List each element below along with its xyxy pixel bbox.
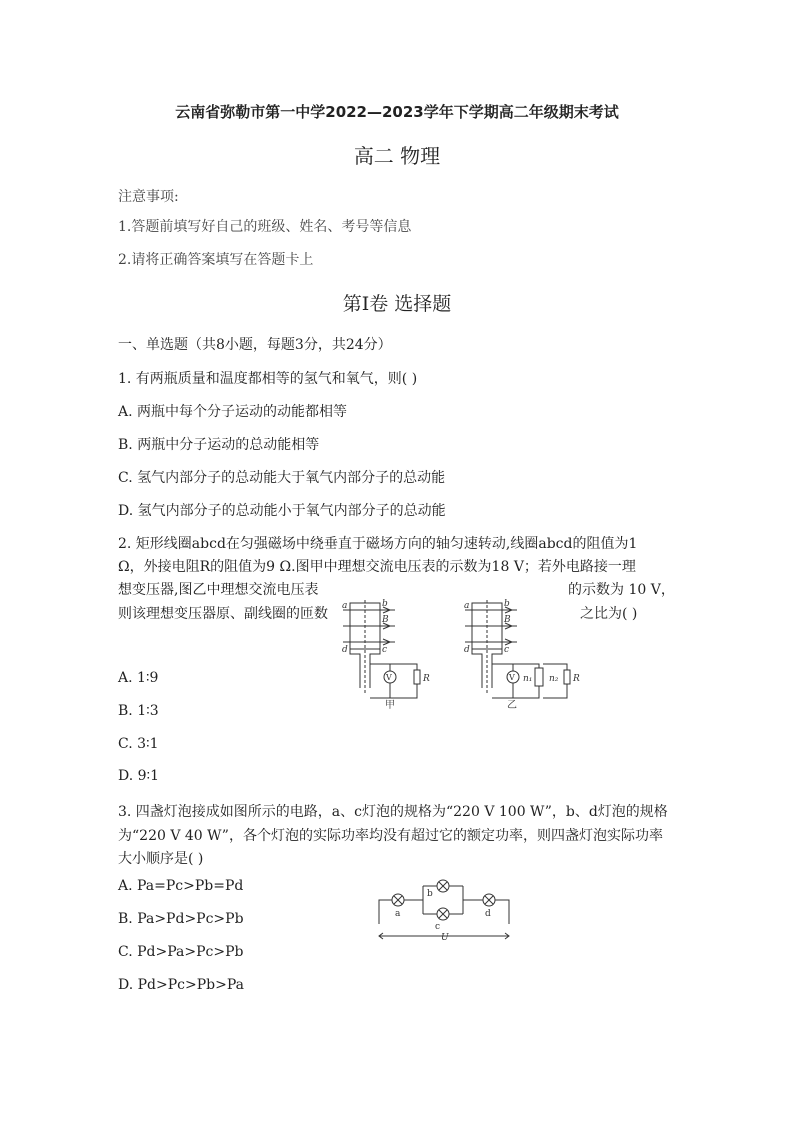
svg-text:b: b [427,889,433,899]
notes-item-2: 2.请将正确答案填写在答题卡上 [118,252,314,268]
svg-text:n₁: n₁ [523,674,533,684]
q1-option-b: B. 两瓶中分子运动的总动能相等 [118,437,320,453]
q2-option-a: A. 1∶9 [118,670,159,686]
svg-text:a: a [342,601,348,611]
q2-line-1: 2. 矩形线圈abcd在匀强磁场中绕垂直于磁场方向的轴匀速转动,线圈abcd的阻值为1 [118,536,638,552]
q2-line-4b: 之比为( ) [580,606,638,622]
svg-text:b: b [504,599,510,609]
svg-text:R: R [423,674,430,684]
notes-item-1: 1.答题前填写好自己的班级、姓名、考号等信息 [118,219,412,235]
q1-option-d: D. 氢气内部分子的总动能小于氧气内部分子的总动能 [118,503,446,519]
svg-text:c: c [504,645,510,655]
svg-text:d: d [342,645,348,655]
svg-text:c: c [382,645,388,655]
svg-text:B: B [382,615,389,625]
svg-text:B: B [504,615,511,625]
q3-option-b: B. Pa>Pd>Pc>Pb [118,911,244,927]
q2-line-2: Ω，外接电阻R的阻值为9 Ω.图甲中理想交流电压表的示数为18 V；若外电路接一理 [118,559,636,575]
q2-option-c: C. 3∶1 [118,736,159,752]
svg-text:V: V [386,673,392,682]
figure-jia-label: 甲 [385,700,395,710]
svg-text:b: b [382,599,388,609]
svg-text:a: a [395,909,401,919]
q2-line-3b: 的示数为 10 V， [568,582,675,598]
q3-circuit-figure [375,876,515,942]
subject-title: 高二 物理 [353,144,441,168]
figure-yi-label: 乙 [507,700,517,710]
q2-option-d: D. 9∶1 [118,768,160,784]
q1-stem: 1. 有两瓶质量和温度都相等的氢气和氧气，则( ) [118,371,418,387]
q3-option-d: D. Pd>Pc>Pb>Pa [118,977,244,993]
svg-text:R: R [573,674,580,684]
q1-option-c: C. 氢气内部分子的总动能大于氧气内部分子的总动能 [118,470,446,486]
q3-line-3: 大小顺序是( ) [118,851,204,867]
svg-text:d: d [464,645,470,655]
exam-title: 云南省弥勒市第一中学2022—2023学年下学期高二年级期末考试 [175,103,619,121]
svg-text:c: c [435,922,441,932]
part-heading: 一、单选题（共8小题，每题3分，共24分） [118,337,392,353]
q3-line-1: 3. 四盏灯泡接成如图所示的电路，a、c灯泡的规格为“220 V 100 W”，b、d灯泡的规格 [118,804,668,820]
svg-text:d: d [485,909,491,919]
q3-option-a: A. Pa=Pc>Pb=Pd [118,878,244,894]
q3-line-2: 为“220 V 40 W”，各个灯泡的实际功率均没有超过它的额定功率，则四盏灯泡实际功率 [118,828,663,844]
notes-heading: 注意事项: [118,189,179,205]
q1-option-a: A. 两瓶中每个分子运动的动能都相等 [118,404,348,420]
q3-option-c: C. Pd>Pa>Pc>Pb [118,944,244,960]
q2-line-3a: 想变压器,图乙中理想交流电压表 [118,582,319,598]
q2-option-b: B. 1∶3 [118,703,159,719]
q2-circuit-figure [335,598,580,710]
q2-line-4a: 则该理想变压器原、副线圈的匝数 [118,606,328,622]
section-title: 第Ⅰ卷 选择题 [342,293,452,315]
svg-text:a: a [464,601,470,611]
svg-text:n₂: n₂ [549,674,559,684]
svg-text:V: V [509,673,515,682]
svg-text:U: U [441,933,449,942]
